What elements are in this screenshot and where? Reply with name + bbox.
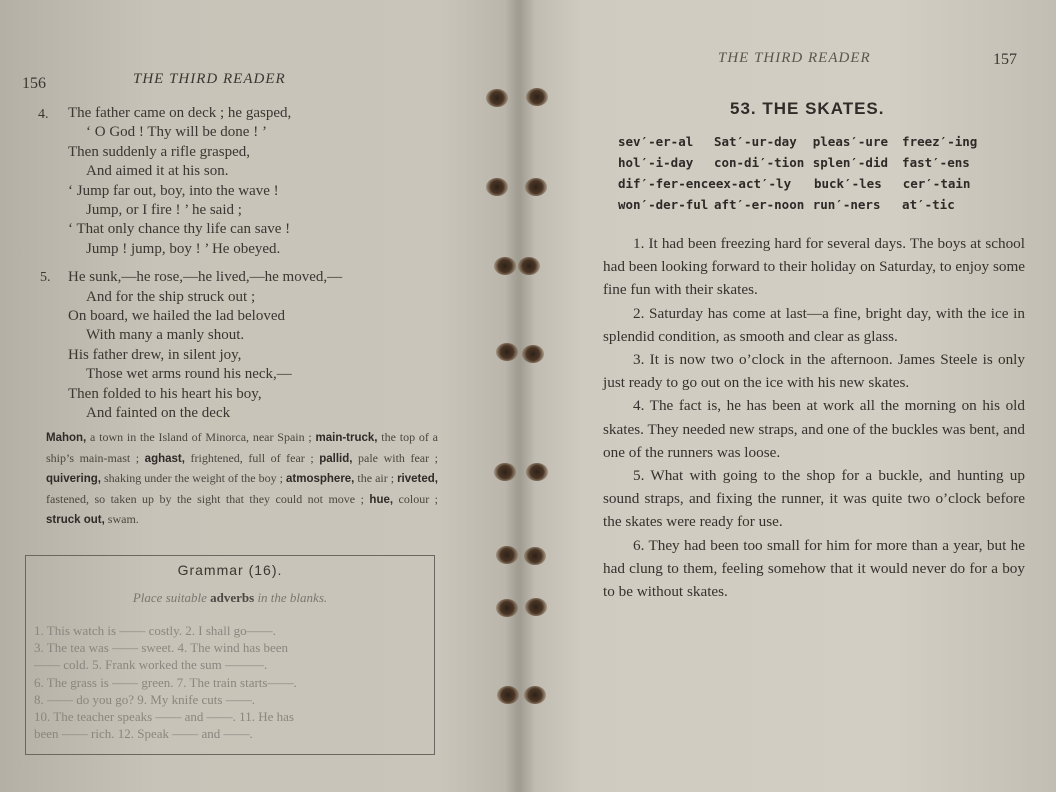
paragraph: 5. What with going to the shop for a buckle, and hunting up sound straps, and fixing the runner, it was quite two o’clock before the skates were ready for use. [603,467,1025,531]
poem-line: ‘ That only chance thy life can save ! [68,221,291,238]
poem-line: He sunk,—he rose,—he lived,—he moved,— [68,269,343,286]
glossary-definition: fastened, so taken up by the sight that they could not move ; [46,491,370,506]
glossary-term: main-truck, [315,432,378,444]
poem-line: Then suddenly a rifle grasped, [68,143,251,160]
glossary-definition: pale with fear ; [352,450,438,465]
exercise-line: 10. The teacher speaks —— and ——. 11. He has [34,709,294,725]
binding-hole [496,546,518,564]
glossary-term: atmosphere, [286,473,355,486]
grammar-exercise-box [25,555,435,755]
paragraph: 1. It had been freezing hard for several days. The boys at school had been looking forward to their holiday on Saturday, to enjoy some fine fun with their skates. [603,235,1025,299]
grammar-exercises [34,622,424,742]
glossary-definition: swam. [104,512,139,527]
instruction-text: Place suitable [132,590,211,605]
vocabulary-word: hol′-i-day [618,155,694,170]
grammar-title: Grammar (16). [177,562,283,578]
running-head: THE THIRD READER [133,71,286,87]
exercise-line: 1. This watch is —— costly. 2. I shall go——. [34,623,276,638]
vocabulary-word: aft′-er-noon [713,197,805,212]
poem-line: And for the ship struck out ; [86,288,256,305]
exercise-line: 6. The grass is —— green. 7. The train starts——. [34,674,297,690]
glossary-term: pallid, [319,452,353,465]
exercise-line: 3. The tea was —— sweet. 4. The wind has been [34,640,289,656]
binding-hole [486,89,508,107]
lesson-text [603,232,1025,603]
glossary-definition: colour ; [393,491,438,506]
binding-hole [518,257,540,275]
poem [68,104,342,424]
binding-hole [525,178,547,196]
binding-hole [526,463,548,481]
grammar-instruction [26,590,434,606]
paragraph: 6. They had been too small for him for more than a year, but he had clung to them, feeling somehow that it would never do for a boy to be without skates. [603,536,1025,601]
glossary-definition: a town in the Island of Minorca, near Spain ; [86,430,316,444]
vocabulary-row [618,197,998,218]
vocabulary-word: dif′-fer-ence [618,176,716,191]
paragraph: 3. It is now two o’clock in the afternoon. James Steele is only just ready to go out on the ice with his new skates. [603,351,1025,392]
vocabulary-word: cer′-tain [902,176,971,191]
glossary-term: Mahon, [46,432,87,444]
page-number: 157 [993,51,1017,68]
instruction-text: in the blanks. [254,590,328,605]
binding-hole [494,257,516,275]
binding-hole [524,547,546,565]
binding-hole [494,463,516,481]
binding-hole [497,686,519,704]
glossary-definition: frightened, full of fear ; [184,450,320,465]
glossary-definition: the air ; [354,471,398,486]
binding-hole [525,598,547,616]
glossary-term: riveted, [397,473,438,486]
running-head: THE THIRD READER [718,50,871,66]
vocabulary-word: freez′-ing [902,134,978,149]
stanza-number: 5. [40,270,51,285]
vocabulary-word: pleas′-ure [812,134,889,149]
vocabulary-row [618,176,998,197]
vocabulary-word: won′-der-ful [618,197,709,212]
poem-line: Jump, or I fire ! ’ he said ; [86,202,242,219]
vocabulary-grid [618,134,998,218]
binding-hole [522,345,544,363]
lesson-title: 53. THE SKATES. [730,99,885,118]
vocabulary-word: sev′-er-al [618,134,694,149]
binding-hole [496,599,518,617]
vocabulary-row [618,134,998,155]
stanza-number: 4. [38,107,49,122]
glossary [46,428,438,531]
vocabulary-word: run′-ners [812,197,881,212]
vocabulary-word: splen′-did [812,155,889,170]
poem-line: The father came on deck ; he gasped, [68,105,292,121]
exercise-line: —— cold. 5. Frank worked the sum ———. [34,657,268,673]
binding-hole [524,686,546,704]
exercise-line: been —— rich. 12. Speak —— and ——. [34,726,253,742]
vocabulary-word: con-di′-tion [713,155,805,170]
poem-line: ‘ Jump far out, boy, into the wave ! [68,182,279,199]
vocabulary-word: Sat′-ur-day [713,134,797,149]
poem-line: ‘ O God ! Thy will be done ! ’ [86,124,267,141]
poem-line: Those wet arms round his neck,— [86,366,292,383]
binding-hole [496,343,518,361]
poem-line: His father drew, in silent joy, [68,346,242,363]
left-page [0,0,518,792]
vocabulary-word: ex-act′-ly [715,176,792,191]
vocabulary-word: fast′-ens [902,155,970,170]
poem-line: With many a manly shout. [86,327,245,344]
glossary-definition: shaking under the weight of the boy ; [100,471,286,486]
poem-line: And aimed it at his son. [86,163,229,180]
poem-line: On board, we hailed the lad beloved [68,308,286,325]
page-number: 156 [22,75,46,92]
glossary-term: struck out, [46,514,105,527]
instruction-keyword: adverbs [210,590,255,605]
vocabulary-word: buck′-les [813,176,882,191]
binding-hole [486,178,508,196]
glossary-term: aghast, [144,452,185,465]
exercise-line: 8. —— do you go? 9. My knife cuts ——. [34,691,255,707]
paragraph: 2. Saturday has come at last—a fine, bright day, with the ice in splendid condition, as smooth and clear as glass. [603,304,1025,345]
glossary-definition: the top of a ship’s main-mast ; [46,430,438,465]
binding-hole [526,88,548,106]
glossary-term: hue, [369,493,394,506]
poem-line: And fainted on the deck [86,405,231,422]
book-gutter [505,0,535,792]
poem-line: Jump ! jump, boy ! ’ He obeyed. [86,240,281,257]
poem-line: Then folded to his heart his boy, [68,385,262,402]
paragraph: 4. The fact is, he has been at work all the morning on his old skates. They needed new straps, and one of the buckles was bent, and one of the runners was loose. [603,397,1025,461]
vocabulary-word: at′-tic [902,197,955,212]
vocabulary-row [618,155,998,176]
glossary-term: quivering, [46,473,101,486]
